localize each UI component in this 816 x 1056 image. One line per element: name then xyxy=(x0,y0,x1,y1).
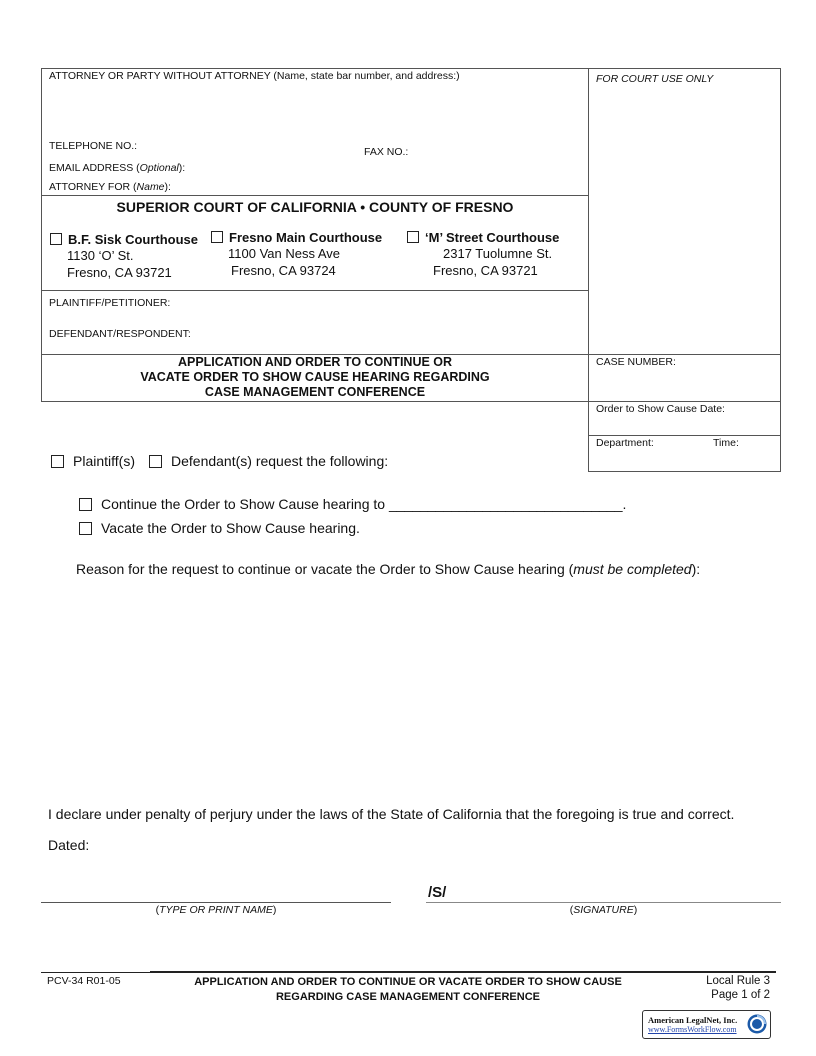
logo-url: www.FormsWorkFlow.com xyxy=(648,1025,737,1034)
sisk-courthouse-street: 1130 ‘O’ St. xyxy=(67,248,134,263)
defendant-label: DEFENDANT/RESPONDENT: xyxy=(49,328,191,340)
signature-mark: /S/ xyxy=(428,884,447,901)
dept-box-bottom xyxy=(588,471,781,472)
declaration-text: I declare under penalty of perjury under the laws of the State of California that the foregoing is true and correct. xyxy=(48,806,735,822)
form-title-line1: APPLICATION AND ORDER TO CONTINUE OR xyxy=(177,355,453,369)
footer-title-line2: REGARDING CASE MANAGEMENT CONFERENCE xyxy=(275,991,540,1003)
footer-rule-left xyxy=(41,972,150,973)
form-title-line2: VACATE ORDER TO SHOW CAUSE HEARING REGARDING xyxy=(140,370,490,384)
logo-swirl-icon xyxy=(746,1013,768,1035)
continue-checkbox[interactable] xyxy=(79,498,92,511)
m-street-courthouse-checkbox[interactable] xyxy=(407,231,419,243)
reason-label: Reason for the request to continue or vacate the Order to Show Cause hearing (must be completed): xyxy=(76,561,701,577)
header-right-border xyxy=(780,68,781,472)
osc-box-bottom xyxy=(588,435,781,436)
formsworkflow-logo[interactable] xyxy=(642,1010,771,1039)
print-name-line xyxy=(41,902,391,903)
vacate-option-label: Vacate the Order to Show Cause hearing. xyxy=(101,520,360,536)
defendant-request-label: Defendant(s) request the following: xyxy=(171,453,389,469)
court-box-bottom xyxy=(41,290,589,291)
main-courthouse-city: Fresno, CA 93724 xyxy=(231,263,336,278)
telephone-label: TELEPHONE NO.: xyxy=(49,140,138,152)
header-top-border xyxy=(41,68,781,69)
main-courthouse-name: Fresno Main Courthouse xyxy=(229,230,383,245)
m-street-courthouse-city: Fresno, CA 93721 xyxy=(433,263,538,278)
m-street-courthouse-street: 2317 Tuolumne St. xyxy=(443,246,553,261)
print-name-label: (TYPE OR PRINT NAME) xyxy=(155,904,277,916)
form-title-line3: CASE MANAGEMENT CONFERENCE xyxy=(204,385,426,399)
sisk-courthouse-name: B.F. Sisk Courthouse xyxy=(68,232,199,247)
osc-date-label: Order to Show Cause Date: xyxy=(596,403,725,415)
footer-title xyxy=(150,975,666,1005)
court-title: SUPERIOR COURT OF CALIFORNIA • COUNTY OF FRESNO xyxy=(116,199,514,215)
plaintiff-checkbox[interactable] xyxy=(51,455,64,468)
logo-company: American LegalNet, Inc. xyxy=(648,1015,738,1025)
footer-title-line1: APPLICATION AND ORDER TO CONTINUE OR VACATE ORDER TO SHOW CAUSE xyxy=(194,976,622,988)
continue-option-label: Continue the Order to Show Cause hearing to ______________________________. xyxy=(101,496,627,512)
form-number: PCV-34 R01-05 xyxy=(47,975,121,987)
main-courthouse-checkbox[interactable] xyxy=(211,231,223,243)
defendant-checkbox[interactable] xyxy=(149,455,162,468)
attorney-label: ATTORNEY OR PARTY WITHOUT ATTORNEY (Name, state bar number, and address:) xyxy=(49,70,460,82)
court-box-top xyxy=(41,195,589,196)
department-label: Department: xyxy=(596,437,654,449)
attorney-for-label: ATTORNEY FOR (Name): xyxy=(49,181,171,193)
vacate-checkbox[interactable] xyxy=(79,522,92,535)
form-title xyxy=(41,355,589,400)
main-courthouse-street: 1100 Van Ness Ave xyxy=(228,246,341,261)
email-label: EMAIL ADDRESS (Optional): xyxy=(49,162,186,174)
local-rule: Local Rule 3 xyxy=(706,975,770,987)
dated-label: Dated: xyxy=(48,837,90,853)
sisk-courthouse-city: Fresno, CA 93721 xyxy=(67,265,172,280)
time-label: Time: xyxy=(713,437,739,449)
footer-rule-right xyxy=(150,971,776,973)
title-box-bottom xyxy=(41,401,781,402)
signature-line xyxy=(426,902,781,903)
court-use-label: FOR COURT USE ONLY xyxy=(596,73,714,85)
header-left-border xyxy=(41,68,42,402)
sisk-courthouse-checkbox[interactable] xyxy=(50,233,62,245)
fax-label: FAX NO.: xyxy=(364,146,409,158)
plaintiff-request-label: Plaintiff(s) xyxy=(73,453,135,469)
page-number: Page 1 of 2 xyxy=(711,989,770,1001)
signature-label: (SIGNATURE) xyxy=(569,904,638,916)
plaintiff-label: PLAINTIFF/PETITIONER: xyxy=(49,297,171,309)
m-street-courthouse-name: ‘M’ Street Courthouse xyxy=(425,230,560,245)
header-mid-border xyxy=(588,68,589,472)
case-number-label: CASE NUMBER: xyxy=(596,356,676,368)
